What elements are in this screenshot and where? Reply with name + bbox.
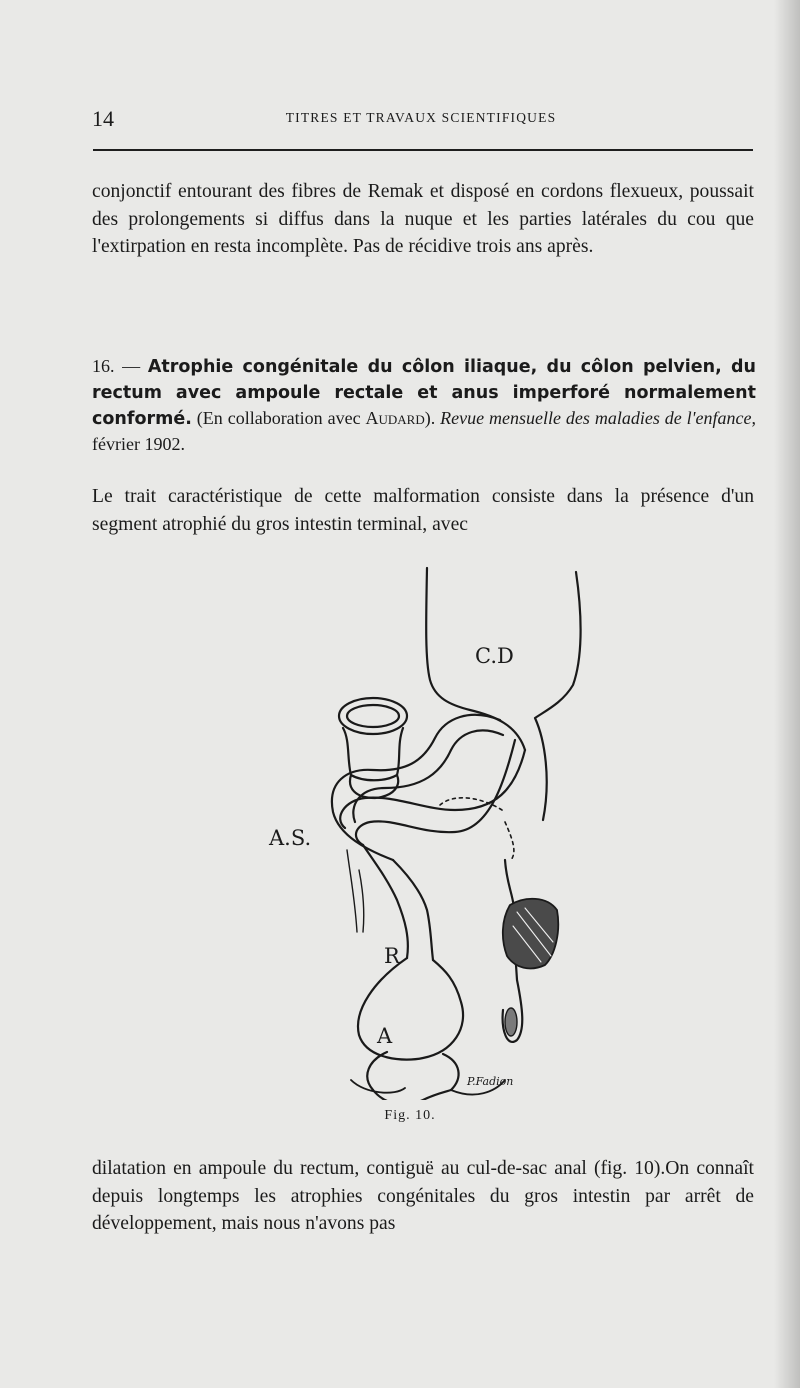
illustrator-signature: P.Fadion bbox=[467, 1075, 514, 1088]
atrophied-segment-left bbox=[363, 845, 408, 958]
entry-journal: Revue mensuelle des maladies de l'enfance bbox=[440, 408, 752, 428]
header-rule bbox=[93, 149, 753, 151]
pelvic-colon-upper-wall bbox=[340, 750, 525, 828]
label-as: A.S. bbox=[269, 826, 312, 850]
scan-shadow bbox=[774, 0, 800, 1388]
entry-collab-suffix: ). bbox=[424, 408, 441, 428]
pelvic-colon-lower-wall bbox=[356, 740, 515, 845]
rectum-jar-band bbox=[350, 775, 398, 798]
running-title: TITRES ET TRAVAUX SCIENTIFIQUES bbox=[285, 110, 557, 125]
dotted-contour-2 bbox=[505, 822, 514, 860]
rectum-jar-rim bbox=[347, 705, 399, 727]
anal-canal bbox=[373, 1090, 451, 1100]
paragraph-after-figure: dilatation en ampoule du rectum, contiguë au cul-de-sac anal (fig. 10).On connaît depuis longtemps les atrophies congénitales du gros intestin par arrêt de développement, mais nous n'avons pas bbox=[92, 1158, 754, 1235]
anatomical-figure bbox=[255, 560, 585, 1100]
label-cd: C.D bbox=[475, 644, 514, 668]
pelvic-loop-inner bbox=[353, 730, 503, 822]
label-r: R bbox=[384, 944, 400, 968]
entry-number: 16. bbox=[92, 356, 115, 376]
publication-entry bbox=[92, 354, 756, 457]
entry-collab-prefix: (En collaboration avec bbox=[191, 408, 366, 428]
sectioned-wall bbox=[503, 899, 558, 969]
figure-caption: Fig. 10. bbox=[384, 1108, 436, 1123]
page-header bbox=[90, 104, 752, 134]
entry-collaborator: Audard bbox=[365, 408, 425, 428]
paragraph-continuation: conjonctif entourant des fibres de Remak et disposé en cordons flexueux, poussait des prolongements si diffus dans la nuque et les parties latérales du cou que l'extirpation en resta incomplète. Pas de récidive trois ans après. bbox=[92, 181, 754, 258]
left-mesentery bbox=[347, 850, 364, 932]
paragraph-description: Le trait caractéristique de cette malformation consiste dans la présence d'un segment atrophié du gros intestin terminal, avec bbox=[92, 486, 754, 535]
entry-dash: — bbox=[114, 356, 148, 376]
rectal-ampulla bbox=[358, 958, 463, 1060]
rectum-jar-top bbox=[339, 698, 407, 734]
entry-date: , février 1902. bbox=[92, 408, 756, 454]
entry-title: Atrophie congénitale du côlon iliaque, du côlon pelvien, du rectum avec ampoule rectale et anus imperforé normalement conformé. bbox=[92, 357, 756, 429]
anus-bulb-2 bbox=[443, 1054, 459, 1090]
lumen-ellipse bbox=[505, 1008, 517, 1036]
anus-bulb bbox=[367, 1052, 387, 1090]
label-a: A bbox=[377, 1024, 393, 1048]
page-number: 14 bbox=[92, 106, 114, 131]
colon-descendens-right-wall bbox=[535, 572, 581, 820]
